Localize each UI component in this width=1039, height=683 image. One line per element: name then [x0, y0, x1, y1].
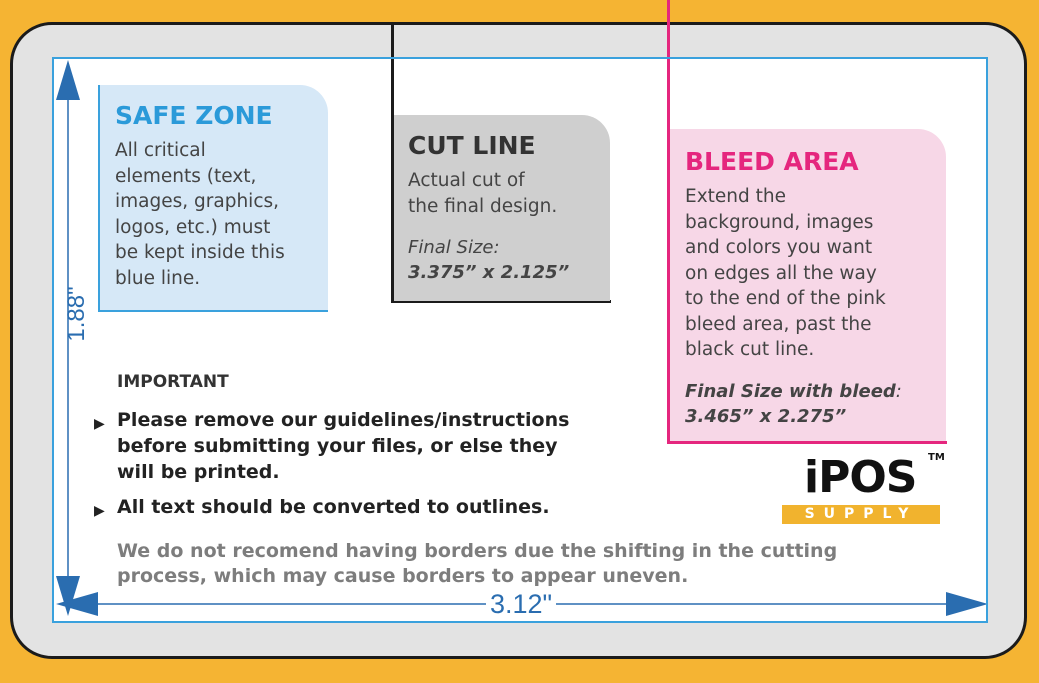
bullet-triangle-icon: ▶: [94, 503, 105, 519]
bleed-line: bleed area, past the: [685, 313, 872, 335]
bleed-line: and colors you want: [685, 237, 873, 258]
bullet-triangle-icon: ▶: [94, 416, 105, 432]
cut-line-title: CUT LINE: [408, 131, 536, 160]
safe-zone-line: logos, etc.) must: [115, 216, 271, 238]
bleed-line: on edges all the way: [685, 262, 877, 284]
bleed-area-box: [670, 129, 946, 441]
note-line: We do not recomend having borders due the shifting in the cutting: [117, 540, 838, 562]
safe-zone-box: [98, 85, 328, 312]
safe-zone-line: All critical: [115, 140, 206, 161]
bleed-size: Final Size with bleed: 3.465” x 2.275”: [685, 380, 902, 427]
safe-zone-line: be kept inside this: [115, 242, 285, 263]
cut-line-box: [394, 115, 610, 301]
bleed-line-horizontal: [667, 441, 947, 444]
logo-wordmark: iPOS: [804, 452, 917, 503]
safe-zone-title: SAFE ZONE: [115, 101, 273, 130]
bleed-line: background, images: [685, 211, 874, 233]
safe-zone-description: [115, 138, 328, 291]
height-dimension-label: 1.88": [63, 286, 90, 342]
cut-size-value: 3.375” x 2.125”: [408, 262, 570, 283]
cut-line-line: the final design.: [408, 195, 558, 217]
bleed-line: black cut line.: [685, 339, 815, 360]
width-dimension-label: 3.12": [486, 589, 556, 620]
cut-line-description: [408, 168, 610, 219]
bullet-remove-guidelines: [94, 407, 569, 485]
border-note: [117, 539, 897, 589]
bleed-size-label: Final Size with bleed: [685, 380, 896, 402]
cut-line-size: Final Size: 3.375” x 2.125”: [408, 237, 570, 283]
bullet-outlines: [94, 494, 550, 520]
cut-size-label: Final Size: [408, 237, 494, 258]
bullet-line: before submitting your files, or else they: [117, 435, 558, 457]
safe-zone-line: elements (text,: [115, 165, 257, 187]
bleed-area-description: [685, 184, 946, 363]
bleed-line: Extend the: [685, 186, 786, 207]
ipos-supply-logo: [782, 452, 945, 524]
bullet-line: Please remove our guidelines/instructions: [117, 409, 570, 431]
important-heading: IMPORTANT: [117, 372, 229, 392]
bleed-area-title: BLEED AREA: [685, 147, 859, 176]
safe-zone-line: blue line.: [115, 267, 201, 289]
logo-trademark: TM: [928, 452, 945, 463]
safe-zone-line: images, graphics,: [115, 191, 280, 212]
bullet-line: All text should be converted to outlines.: [117, 496, 550, 518]
note-line: process, which may cause borders to appear uneven.: [117, 565, 689, 587]
cut-line-line: Actual cut of: [408, 170, 525, 191]
bleed-line: to the end of the pink: [685, 288, 886, 309]
bullet-line: will be printed.: [117, 461, 280, 483]
logo-tagline: SUPPLY: [782, 505, 940, 524]
bleed-size-value: 3.465” x 2.275”: [685, 405, 847, 427]
